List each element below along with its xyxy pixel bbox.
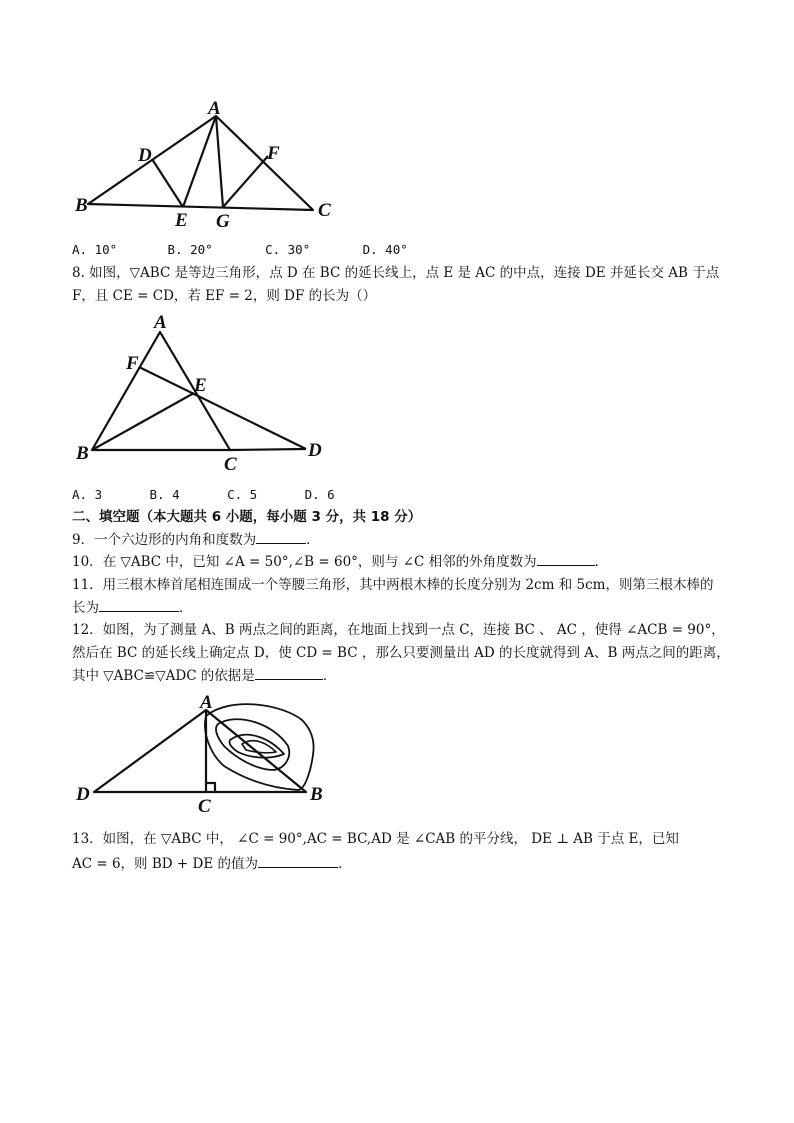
label-d-q8: D (308, 440, 322, 461)
figure-q8 (70, 310, 340, 475)
label-b: B (75, 195, 88, 216)
q12-end: ． (322, 668, 337, 684)
label-e-q8: E (194, 375, 207, 396)
q13-line2 (72, 855, 351, 873)
q8-option-d: D. 6 (304, 487, 335, 502)
q11-line2 (72, 599, 193, 617)
label-e: E (175, 210, 188, 231)
q13-text: AC = 6，则 BD + DE 的值为 (72, 856, 258, 872)
q9-blank[interactable] (256, 531, 306, 544)
label-b-q12: B (310, 784, 323, 805)
segment-ag (216, 116, 223, 207)
q9-text: 9．一个六边形的内角和度数为 (72, 532, 257, 548)
segment-ae (183, 116, 216, 207)
label-b-q8: B (76, 443, 89, 464)
segment-de (152, 159, 183, 207)
segment-fg (223, 156, 268, 207)
figure-q12 (70, 690, 340, 818)
right-angle-mark (206, 783, 215, 792)
q12-line3 (72, 667, 336, 685)
label-d-q12: D (76, 784, 90, 805)
q8-line1: 8. 如图，▽ABC 是等边三角形，点 D 在 BC 的延长线上，点 E 是 AC 的中点，连接 DE 并延长交 AB 于点 (72, 265, 720, 281)
q11-end: ． (179, 600, 193, 616)
q7-option-c: C. 30° (265, 242, 311, 257)
q10-blank[interactable] (537, 553, 595, 566)
section2-heading: 二、填空题（本大题共 6 小题，每小题 3 分，共 18 分） (72, 509, 422, 525)
label-c-q12: C (198, 796, 211, 817)
lake-outer-contour (205, 704, 314, 790)
q10-end: ． (594, 554, 609, 570)
label-f: F (267, 143, 280, 164)
q8-option-c: C. 5 (227, 487, 258, 502)
q10 (72, 553, 608, 571)
q12-line1: 12．如图，为了测量 A、B 两点之间的距离，在地面上找到一点 C，连接 BC 、 AC ，使得 ∠ACB = 90°， (72, 622, 725, 638)
q13-blank[interactable] (258, 855, 338, 868)
q8-option-b: B. 4 (149, 487, 180, 502)
q12-line2: 然后在 BC 的延长线上确定点 D，使 CD = BC ，那么只要测量出 AD 的长度就得到 A、B 两点之间的距离， (72, 645, 730, 661)
q7-option-d: D. 40° (362, 242, 408, 257)
label-d: D (138, 145, 152, 166)
q11-text: 长为 (72, 600, 99, 616)
q12-text: 其中 ▽ABC≌▽ADC 的依据是 (72, 668, 255, 684)
label-f-q8: F (126, 353, 139, 374)
q13-line1: 13．如图，在 ▽ABC 中， ∠C = 90°,AC = BC,AD 是 ∠CAB 的平分线， DE ⊥ AB 于点 E，已知 (72, 831, 679, 847)
q8-options (72, 487, 335, 502)
label-g: G (216, 211, 230, 232)
q9 (72, 531, 320, 549)
label-c: C (318, 200, 331, 221)
q12-blank[interactable] (255, 667, 323, 680)
q8-line2: F，且 CE = CD，若 EF = 2，则 DF 的长为（） (72, 288, 377, 304)
q7-option-b: B. 20° (167, 242, 213, 257)
q9-end: ． (306, 532, 320, 548)
triangle-abc-q8 (92, 332, 230, 450)
label-c-q8: C (224, 454, 237, 475)
lake-inner-contour (229, 735, 284, 758)
q8-option-a: A. 3 (72, 487, 103, 502)
label-a-q8: A (154, 312, 167, 333)
q13-end: ． (337, 856, 352, 872)
figure-q7 (70, 95, 350, 235)
q7-options (72, 242, 408, 257)
q10-text: 10．在 ▽ABC 中，已知 ∠A = 50°,∠B = 60°，则与 ∠C 相邻的外角度数为 (72, 554, 537, 570)
segment-cd (230, 449, 306, 450)
label-a-q12: A (200, 692, 213, 713)
q11-blank[interactable] (99, 599, 179, 612)
q11-line1: 11．用三根木棒首尾相连围成一个等腰三角形，其中两根木棒的长度分别为 2cm 和 5cm，则第三根木棒的 (72, 577, 714, 593)
label-a: A (208, 98, 221, 119)
q7-option-a: A. 10° (72, 242, 118, 257)
